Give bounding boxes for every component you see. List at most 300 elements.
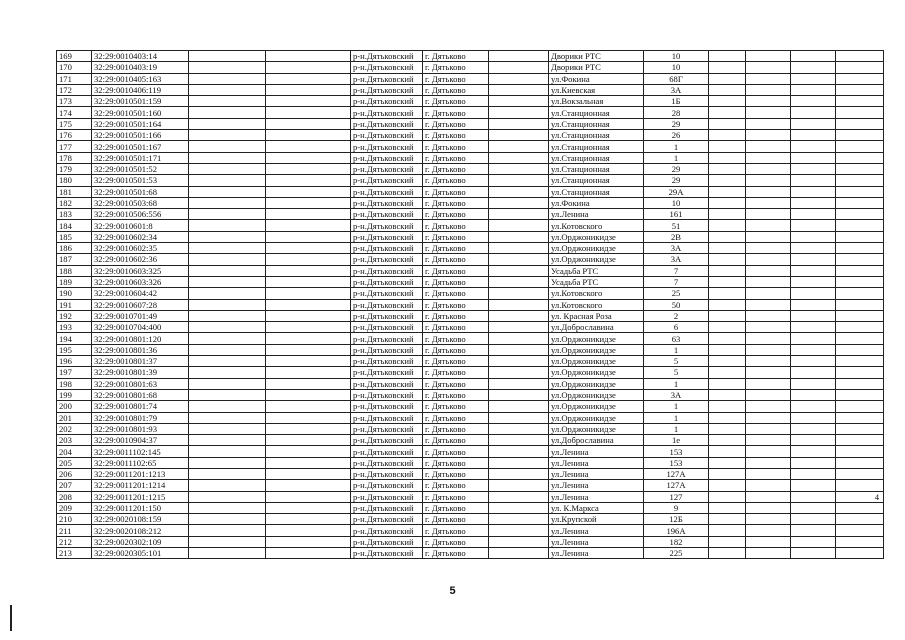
empty-cell <box>489 299 549 310</box>
cadastral-number-cell: 32:29:0011102:65 <box>92 457 189 468</box>
city-cell: г. Дятьково <box>423 130 489 141</box>
empty-cell <box>489 186 549 197</box>
cadastral-number-cell: 32:29:0010601:8 <box>92 220 189 231</box>
empty-cell <box>709 322 746 333</box>
empty-cell <box>791 389 836 400</box>
table-row <box>57 525 884 536</box>
table-row <box>57 288 884 299</box>
table-row <box>57 130 884 141</box>
empty-cell <box>489 322 549 333</box>
street-cell: ул.Ленина <box>549 548 644 559</box>
cadastral-number-cell: 32:29:0010801:36 <box>92 344 189 355</box>
empty-cell <box>266 84 351 95</box>
row-number-cell: 185 <box>57 231 92 242</box>
empty-cell <box>266 209 351 220</box>
empty-cell <box>189 299 266 310</box>
empty-cell <box>746 378 791 389</box>
row-number-cell: 173 <box>57 96 92 107</box>
street-cell: ул.Станционная <box>549 152 644 163</box>
street-cell: ул.Орджоникидзе <box>549 423 644 434</box>
house-number-cell: 3А <box>644 243 709 254</box>
empty-cell <box>791 423 836 434</box>
empty-cell <box>489 130 549 141</box>
empty-cell <box>189 130 266 141</box>
extra-value-cell <box>836 175 884 186</box>
empty-cell <box>709 491 746 502</box>
cadastral-number-cell: 32:29:0020305:101 <box>92 548 189 559</box>
empty-cell <box>709 107 746 118</box>
empty-cell <box>709 84 746 95</box>
district-cell: р-н.Дятьковский <box>351 322 423 333</box>
empty-cell <box>746 502 791 513</box>
empty-cell <box>791 276 836 287</box>
table-row <box>57 186 884 197</box>
empty-cell <box>189 536 266 547</box>
house-number-cell: 25 <box>644 288 709 299</box>
city-cell: г. Дятьково <box>423 446 489 457</box>
empty-cell <box>266 73 351 84</box>
empty-cell <box>189 220 266 231</box>
row-number-cell: 191 <box>57 299 92 310</box>
empty-cell <box>189 502 266 513</box>
empty-cell <box>791 356 836 367</box>
district-cell: р-н.Дятьковский <box>351 152 423 163</box>
property-table <box>56 50 884 559</box>
empty-cell <box>791 288 836 299</box>
empty-cell <box>489 84 549 95</box>
empty-cell <box>791 446 836 457</box>
house-number-cell: 51 <box>644 220 709 231</box>
street-cell: ул.Фокина <box>549 73 644 84</box>
empty-cell <box>709 333 746 344</box>
house-number-cell: 127 <box>644 491 709 502</box>
row-number-cell: 179 <box>57 163 92 174</box>
empty-cell <box>709 435 746 446</box>
empty-cell <box>746 333 791 344</box>
table-row <box>57 356 884 367</box>
empty-cell <box>709 220 746 231</box>
city-cell: г. Дятьково <box>423 491 489 502</box>
district-cell: р-н.Дятьковский <box>351 468 423 479</box>
house-number-cell: 29А <box>644 186 709 197</box>
empty-cell <box>266 401 351 412</box>
empty-cell <box>746 491 791 502</box>
city-cell: г. Дятьково <box>423 209 489 220</box>
empty-cell <box>791 220 836 231</box>
empty-cell <box>266 265 351 276</box>
district-cell: р-н.Дятьковский <box>351 435 423 446</box>
empty-cell <box>489 525 549 536</box>
table-row <box>57 502 884 513</box>
empty-cell <box>489 457 549 468</box>
empty-cell <box>266 231 351 242</box>
row-number-cell: 210 <box>57 514 92 525</box>
empty-cell <box>489 389 549 400</box>
empty-cell <box>189 288 266 299</box>
row-number-cell: 184 <box>57 220 92 231</box>
empty-cell <box>791 412 836 423</box>
empty-cell <box>746 163 791 174</box>
scan-edge-mark <box>10 605 12 631</box>
city-cell: г. Дятьково <box>423 197 489 208</box>
empty-cell <box>189 197 266 208</box>
empty-cell <box>489 356 549 367</box>
extra-value-cell: 4 <box>836 491 884 502</box>
empty-cell <box>189 62 266 73</box>
cadastral-number-cell: 32:29:0010607:28 <box>92 299 189 310</box>
street-cell: ул.Орджоникидзе <box>549 243 644 254</box>
empty-cell <box>189 265 266 276</box>
empty-cell <box>746 197 791 208</box>
street-cell: ул.Орджоникидзе <box>549 333 644 344</box>
table-row <box>57 333 884 344</box>
cadastral-number-cell: 32:29:0010704:400 <box>92 322 189 333</box>
table-row <box>57 423 884 434</box>
cadastral-number-cell: 32:29:0010506:556 <box>92 209 189 220</box>
cadastral-number-cell: 32:29:0010501:159 <box>92 96 189 107</box>
cadastral-number-cell: 32:29:0011201:1213 <box>92 468 189 479</box>
house-number-cell: 1 <box>644 152 709 163</box>
empty-cell <box>709 243 746 254</box>
house-number-cell: 10 <box>644 197 709 208</box>
empty-cell <box>189 423 266 434</box>
empty-cell <box>266 389 351 400</box>
empty-cell <box>791 299 836 310</box>
empty-cell <box>489 276 549 287</box>
cadastral-number-cell: 32:29:0010501:171 <box>92 152 189 163</box>
empty-cell <box>746 389 791 400</box>
empty-cell <box>189 378 266 389</box>
empty-cell <box>489 152 549 163</box>
cadastral-number-cell: 32:29:0010904:37 <box>92 435 189 446</box>
street-cell: ул.Станционная <box>549 175 644 186</box>
empty-cell <box>746 209 791 220</box>
cadastral-number-cell: 32:29:0010801:93 <box>92 423 189 434</box>
city-cell: г. Дятьково <box>423 333 489 344</box>
empty-cell <box>709 288 746 299</box>
empty-cell <box>489 423 549 434</box>
empty-cell <box>791 367 836 378</box>
empty-cell <box>489 502 549 513</box>
street-cell: ул.Орджоникидзе <box>549 231 644 242</box>
empty-cell <box>746 322 791 333</box>
cadastral-number-cell: 32:29:0010603:326 <box>92 276 189 287</box>
city-cell: г. Дятьково <box>423 96 489 107</box>
empty-cell <box>189 254 266 265</box>
empty-cell <box>266 96 351 107</box>
extra-value-cell <box>836 536 884 547</box>
street-cell: ул.Вокзальная <box>549 96 644 107</box>
extra-value-cell <box>836 344 884 355</box>
empty-cell <box>489 378 549 389</box>
cadastral-number-cell: 32:29:0010405:163 <box>92 73 189 84</box>
house-number-cell: 6 <box>644 322 709 333</box>
empty-cell <box>746 457 791 468</box>
extra-value-cell <box>836 525 884 536</box>
empty-cell <box>489 220 549 231</box>
house-number-cell: 63 <box>644 333 709 344</box>
cadastral-number-cell: 32:29:0011201:1214 <box>92 480 189 491</box>
district-cell: р-н.Дятьковский <box>351 197 423 208</box>
empty-cell <box>189 514 266 525</box>
empty-cell <box>189 322 266 333</box>
district-cell: р-н.Дятьковский <box>351 412 423 423</box>
row-number-cell: 194 <box>57 333 92 344</box>
house-number-cell: 12Б <box>644 514 709 525</box>
house-number-cell: 29 <box>644 163 709 174</box>
district-cell: р-н.Дятьковский <box>351 209 423 220</box>
extra-value-cell <box>836 51 884 62</box>
table-row <box>57 457 884 468</box>
empty-cell <box>489 62 549 73</box>
empty-cell <box>791 96 836 107</box>
city-cell: г. Дятьково <box>423 502 489 513</box>
district-cell: р-н.Дятьковский <box>351 514 423 525</box>
empty-cell <box>266 344 351 355</box>
city-cell: г. Дятьково <box>423 423 489 434</box>
extra-value-cell <box>836 73 884 84</box>
district-cell: р-н.Дятьковский <box>351 175 423 186</box>
table-row <box>57 62 884 73</box>
row-number-cell: 212 <box>57 536 92 547</box>
empty-cell <box>709 209 746 220</box>
empty-cell <box>189 163 266 174</box>
row-number-cell: 201 <box>57 412 92 423</box>
street-cell: ул.Ленина <box>549 446 644 457</box>
empty-cell <box>266 299 351 310</box>
table-row <box>57 276 884 287</box>
empty-cell <box>266 107 351 118</box>
city-cell: г. Дятьково <box>423 548 489 559</box>
table-row <box>57 367 884 378</box>
empty-cell <box>791 254 836 265</box>
street-cell: Дворики РТС <box>549 62 644 73</box>
empty-cell <box>791 62 836 73</box>
district-cell: р-н.Дятьковский <box>351 491 423 502</box>
cadastral-number-cell: 32:29:0010603:325 <box>92 265 189 276</box>
house-number-cell: 1 <box>644 141 709 152</box>
table-row <box>57 412 884 423</box>
district-cell: р-н.Дятьковский <box>351 243 423 254</box>
empty-cell <box>709 141 746 152</box>
empty-cell <box>746 231 791 242</box>
district-cell: р-н.Дятьковский <box>351 457 423 468</box>
district-cell: р-н.Дятьковский <box>351 502 423 513</box>
extra-value-cell <box>836 356 884 367</box>
district-cell: р-н.Дятьковский <box>351 107 423 118</box>
extra-value-cell <box>836 209 884 220</box>
empty-cell <box>709 310 746 321</box>
house-number-cell: 153 <box>644 457 709 468</box>
street-cell: Усадьба РТС <box>549 276 644 287</box>
extra-value-cell <box>836 401 884 412</box>
empty-cell <box>189 389 266 400</box>
empty-cell <box>709 265 746 276</box>
empty-cell <box>709 152 746 163</box>
table-row <box>57 163 884 174</box>
empty-cell <box>709 197 746 208</box>
house-number-cell: 196А <box>644 525 709 536</box>
cadastral-number-cell: 32:29:0011201:1215 <box>92 491 189 502</box>
empty-cell <box>791 84 836 95</box>
cadastral-number-cell: 32:29:0010403:19 <box>92 62 189 73</box>
table-row <box>57 84 884 95</box>
empty-cell <box>266 276 351 287</box>
row-number-cell: 198 <box>57 378 92 389</box>
extra-value-cell <box>836 514 884 525</box>
empty-cell <box>266 130 351 141</box>
empty-cell <box>746 51 791 62</box>
district-cell: р-н.Дятьковский <box>351 525 423 536</box>
empty-cell <box>266 220 351 231</box>
cadastral-number-cell: 32:29:0010501:160 <box>92 107 189 118</box>
district-cell: р-н.Дятьковский <box>351 480 423 491</box>
empty-cell <box>746 130 791 141</box>
row-number-cell: 204 <box>57 446 92 457</box>
city-cell: г. Дятьково <box>423 412 489 423</box>
house-number-cell: 50 <box>644 299 709 310</box>
street-cell: ул.Ленина <box>549 468 644 479</box>
table-row <box>57 175 884 186</box>
empty-cell <box>746 141 791 152</box>
empty-cell <box>709 299 746 310</box>
city-cell: г. Дятьково <box>423 51 489 62</box>
city-cell: г. Дятьково <box>423 389 489 400</box>
extra-value-cell <box>836 446 884 457</box>
empty-cell <box>709 175 746 186</box>
empty-cell <box>489 243 549 254</box>
district-cell: р-н.Дятьковский <box>351 536 423 547</box>
empty-cell <box>266 186 351 197</box>
street-cell: ул.Ленина <box>549 491 644 502</box>
row-number-cell: 176 <box>57 130 92 141</box>
district-cell: р-н.Дятьковский <box>351 163 423 174</box>
extra-value-cell <box>836 412 884 423</box>
empty-cell <box>189 152 266 163</box>
house-number-cell: 1 <box>644 378 709 389</box>
empty-cell <box>266 525 351 536</box>
house-number-cell: 29 <box>644 175 709 186</box>
table-row <box>57 152 884 163</box>
empty-cell <box>746 525 791 536</box>
empty-cell <box>266 446 351 457</box>
empty-cell <box>791 548 836 559</box>
empty-cell <box>709 254 746 265</box>
empty-cell <box>266 480 351 491</box>
extra-value-cell <box>836 141 884 152</box>
empty-cell <box>266 163 351 174</box>
empty-cell <box>791 51 836 62</box>
empty-cell <box>489 51 549 62</box>
empty-cell <box>709 378 746 389</box>
house-number-cell: 1 <box>644 423 709 434</box>
empty-cell <box>266 141 351 152</box>
empty-cell <box>189 73 266 84</box>
house-number-cell: 10 <box>644 62 709 73</box>
row-number-cell: 174 <box>57 107 92 118</box>
empty-cell <box>189 243 266 254</box>
street-cell: ул.Ленина <box>549 480 644 491</box>
empty-cell <box>746 514 791 525</box>
street-cell: ул.Орджоникидзе <box>549 367 644 378</box>
row-number-cell: 203 <box>57 435 92 446</box>
cadastral-number-cell: 32:29:0011201:150 <box>92 502 189 513</box>
table-row <box>57 378 884 389</box>
city-cell: г. Дятьково <box>423 265 489 276</box>
empty-cell <box>489 367 549 378</box>
empty-cell <box>189 175 266 186</box>
empty-cell <box>709 412 746 423</box>
city-cell: г. Дятьково <box>423 141 489 152</box>
extra-value-cell <box>836 333 884 344</box>
table-row <box>57 299 884 310</box>
cadastral-number-cell: 32:29:0010403:14 <box>92 51 189 62</box>
empty-cell <box>489 118 549 129</box>
table-row <box>57 401 884 412</box>
street-cell: ул.Орджоникидзе <box>549 344 644 355</box>
house-number-cell: 1 <box>644 344 709 355</box>
empty-cell <box>189 548 266 559</box>
city-cell: г. Дятьково <box>423 288 489 299</box>
street-cell: ул.Орджоникидзе <box>549 412 644 423</box>
empty-cell <box>791 231 836 242</box>
table-row <box>57 435 884 446</box>
city-cell: г. Дятьково <box>423 152 489 163</box>
cadastral-number-cell: 32:29:0010501:167 <box>92 141 189 152</box>
city-cell: г. Дятьково <box>423 536 489 547</box>
city-cell: г. Дятьково <box>423 356 489 367</box>
empty-cell <box>189 367 266 378</box>
empty-cell <box>791 175 836 186</box>
district-cell: р-н.Дятьковский <box>351 130 423 141</box>
table-row <box>57 536 884 547</box>
table-row <box>57 118 884 129</box>
cadastral-number-cell: 32:29:0010602:34 <box>92 231 189 242</box>
empty-cell <box>709 514 746 525</box>
district-cell: р-н.Дятьковский <box>351 446 423 457</box>
row-number-cell: 205 <box>57 457 92 468</box>
street-cell: ул.Орджоникидзе <box>549 401 644 412</box>
row-number-cell: 196 <box>57 356 92 367</box>
cadastral-number-cell: 32:29:0010801:37 <box>92 356 189 367</box>
empty-cell <box>489 446 549 457</box>
empty-cell <box>709 276 746 287</box>
street-cell: Усадьба РТС <box>549 265 644 276</box>
empty-cell <box>266 310 351 321</box>
row-number-cell: 190 <box>57 288 92 299</box>
district-cell: р-н.Дятьковский <box>351 141 423 152</box>
cadastral-number-cell: 32:29:0020108:212 <box>92 525 189 536</box>
empty-cell <box>746 344 791 355</box>
empty-cell <box>489 96 549 107</box>
city-cell: г. Дятьково <box>423 84 489 95</box>
row-number-cell: 197 <box>57 367 92 378</box>
city-cell: г. Дятьково <box>423 514 489 525</box>
city-cell: г. Дятьково <box>423 322 489 333</box>
empty-cell <box>266 152 351 163</box>
empty-cell <box>266 367 351 378</box>
street-cell: ул.Станционная <box>549 118 644 129</box>
empty-cell <box>746 299 791 310</box>
empty-cell <box>709 356 746 367</box>
empty-cell <box>489 107 549 118</box>
house-number-cell: 1 <box>644 401 709 412</box>
empty-cell <box>266 333 351 344</box>
cadastral-number-cell: 32:29:0010602:35 <box>92 243 189 254</box>
street-cell: ул.Орджоникидзе <box>549 378 644 389</box>
city-cell: г. Дятьково <box>423 299 489 310</box>
table-body <box>57 51 884 559</box>
